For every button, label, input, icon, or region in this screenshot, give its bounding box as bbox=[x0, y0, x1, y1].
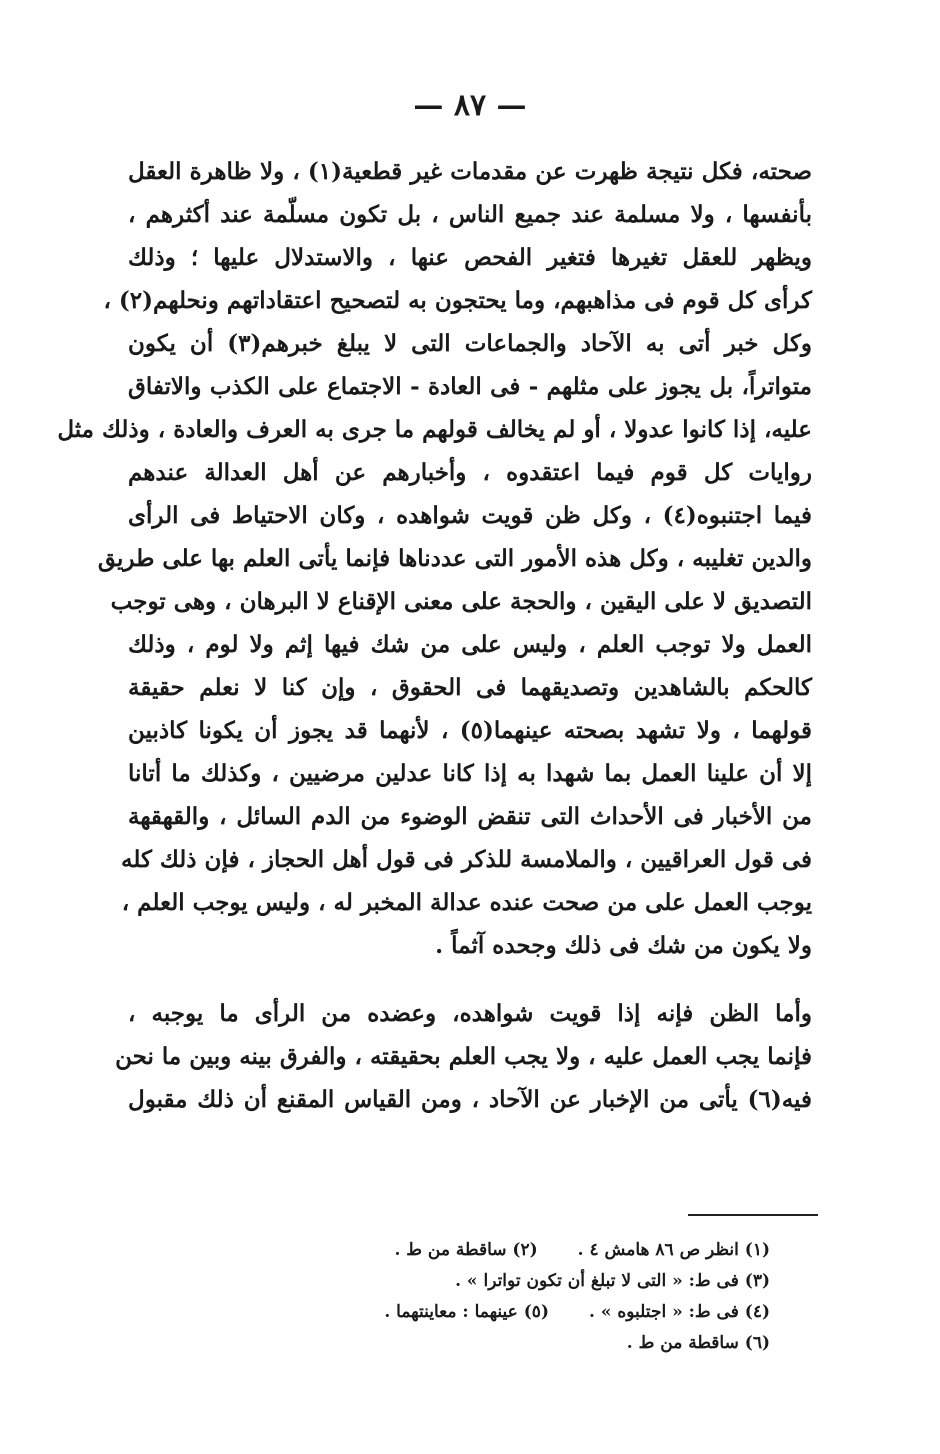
text-line: يوجب العمل على من صحت عنده عدالة المخبر له ، وليس يوجب العلم ، bbox=[121, 889, 812, 916]
text-line: كالحكم بالشاهدين وتصديقهما فى الحقوق ، وإن كنا لا نعلم حقيقة bbox=[128, 674, 812, 701]
text-line: كرأى كل قوم فى مذاهبهم، وما يحتجون به لتصحيح اعتقاداتهم ونحلهم(٢) ، bbox=[103, 287, 812, 314]
footnote-separator bbox=[688, 1214, 818, 1216]
footnote-3: (٣) فى ط: « التى لا تبلغ أن تكون تواترا » . bbox=[455, 1271, 770, 1291]
text-line: العمل ولا توجب العلم ، وليس على من شك فيها إثم ولا لوم ، وذلك bbox=[128, 631, 812, 658]
text-line: فإنما يجب العمل عليه ، ولا يجب العلم بحقيقته ، والفرق بينه وبين ما نحن bbox=[115, 1043, 812, 1070]
text-line: فيه(٦) يأتى من الإخبار عن الآحاد ، ومن القياس المقنع أن ذلك مقبول bbox=[128, 1086, 812, 1113]
text-line: والدين تغليبه ، وكل هذه الأمور التى عددناها فإنما يأتى العلم بها على طريق bbox=[97, 545, 812, 572]
text-line: ولا يكون من شك فى ذلك وجحده آثماً . bbox=[435, 932, 812, 959]
text-line: فيما اجتنبوه(٤) ، وكل ظن قويت شواهده ، وكان الاحتياط فى الرأى bbox=[128, 502, 812, 529]
text-line: من الأخبار فى الأحداث التى تنقض الوضوء من الدم السائل ، والقهقهة bbox=[128, 803, 812, 830]
footnote-line bbox=[330, 1235, 770, 1266]
footnote-1: (١) انظر ص ٨٦ هامش ٤ . bbox=[577, 1240, 770, 1260]
text-line: فى قول العراقيين ، والملامسة للذكر فى قول أهل الحجاز ، فإن ذلك كله bbox=[121, 846, 812, 873]
footnote-line bbox=[330, 1266, 770, 1297]
footnote-line bbox=[330, 1297, 770, 1328]
footnote-2: (٢) ساقطة من ط . bbox=[394, 1240, 538, 1260]
text-line: صحته، فكل نتيجة ظهرت عن مقدمات غير قطعية(١) ، ولا ظاهرة العقل bbox=[128, 158, 812, 185]
text-line: عليه، إذا كانوا عدولا ، أو لم يخالف قولهم ما جرى به العرف والعادة ، وذلك مثل bbox=[57, 416, 812, 443]
text-line: التصديق لا على اليقين ، والحجة على معنى الإقناع لا البرهان ، وهى توجب bbox=[110, 588, 812, 615]
text-line: ويظهر للعقل تغيرها فتغير الفحص عنها ، والاستدلال عليها ؛ وذلك bbox=[128, 244, 812, 271]
text-line: وأما الظن فإنه إذا قويت شواهده، وعضده من الرأى ما يوجبه ، bbox=[128, 1000, 812, 1027]
text-line: روايات كل قوم فيما اعتقدوه ، وأخبارهم عن أهل العدالة عندهم bbox=[128, 459, 812, 486]
text-line: بأنفسها ، ولا مسلمة عند جميع الناس ، بل تكون مسلّمة عند أكثرهم ، bbox=[128, 201, 812, 228]
paragraph-1 bbox=[57, 150, 813, 967]
main-text bbox=[57, 150, 813, 1121]
footnote-6: (٦) ساقطة من ط . bbox=[626, 1333, 770, 1353]
text-line: إلا أن علينا العمل بما شهدا به إذا كانا عدلين مرضيين ، وكذلك ما أتانا bbox=[128, 760, 812, 787]
text-line: وكل خبر أتى به الآحاد والجماعات التى لا يبلغ خبرهم(٣) أن يكون bbox=[128, 330, 813, 357]
paragraph-2 bbox=[115, 992, 812, 1121]
footnotes bbox=[330, 1235, 770, 1359]
text-line: قولهما ، ولا تشهد بصحته عينهما(٥) ، لأنهما قد يجوز أن يكونا كاذبين bbox=[128, 717, 812, 744]
footnote-5: (٥) عينهما : معاينتهما . bbox=[384, 1302, 549, 1322]
page-number: — ٨٧ — bbox=[413, 88, 527, 123]
footnote-4: (٤) فى ط: « اجتلبوه » . bbox=[588, 1302, 770, 1322]
paragraph-gap bbox=[128, 967, 812, 992]
text-line: متواتراً، بل يجوز على مثلهم - فى العادة - الاجتماع على الكذب والاتفاق bbox=[128, 373, 812, 400]
footnote-line bbox=[330, 1328, 770, 1359]
